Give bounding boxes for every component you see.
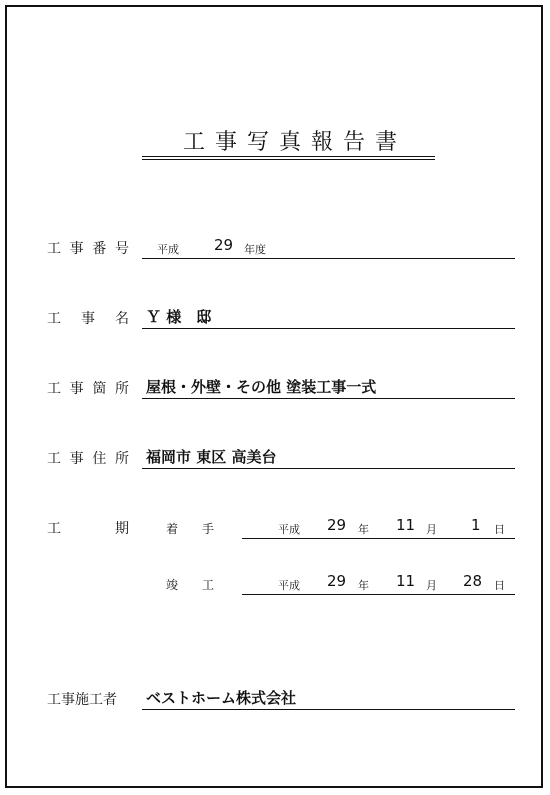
construction-place-value: 屋根・外壁・その他 塗装工事一式 (146, 378, 377, 396)
period-start-year: 29 (327, 516, 347, 534)
construction-number-suffix: 年度 (244, 243, 266, 256)
document-title: 工事写真報告書 (182, 130, 407, 155)
construction-number-rule (142, 258, 515, 259)
construction-place-label: 工 事 箇 所 (47, 381, 129, 397)
period-start-month-unit: 月 (426, 523, 437, 536)
period-start-day: 1 (471, 516, 481, 534)
period-end-month-unit: 月 (426, 579, 437, 592)
period-end-year: 29 (327, 572, 347, 590)
construction-name-value: Ｙ 様 邸 (146, 308, 212, 326)
construction-name-rule (142, 328, 515, 329)
construction-address-value: 福岡市 東区 高美台 (146, 448, 277, 466)
period-end-day: 28 (463, 572, 483, 590)
construction-number-label: 工 事 番 号 (47, 241, 129, 257)
title-double-underline (142, 159, 435, 160)
period-start-year-unit: 年 (358, 523, 369, 536)
period-end-day-unit: 日 (494, 579, 505, 592)
contractor-rule (142, 709, 515, 710)
construction-address-rule (142, 468, 515, 469)
title-underline (142, 156, 435, 157)
construction-place-rule (142, 398, 515, 399)
period-end-month: 11 (396, 572, 416, 590)
contractor-label: 工事施工者 (47, 692, 117, 708)
period-end-year-unit: 年 (358, 579, 369, 592)
construction-name-label: 工 事 名 (47, 311, 129, 327)
construction-period-label: 工 期 (47, 521, 129, 537)
period-start-month: 11 (396, 516, 416, 534)
period-end-label: 竣 工 (166, 578, 215, 592)
construction-number-era: 平成 (157, 243, 179, 256)
period-start-day-unit: 日 (494, 523, 505, 536)
period-start-rule (242, 538, 515, 539)
contractor-value: ベストホーム株式会社 (146, 689, 297, 707)
period-end-rule (242, 594, 515, 595)
construction-number-year: 29 (214, 236, 234, 254)
construction-address-label: 工 事 住 所 (47, 451, 129, 467)
period-start-era: 平成 (278, 523, 300, 536)
period-end-era: 平成 (278, 579, 300, 592)
period-start-label: 着 手 (166, 522, 215, 536)
